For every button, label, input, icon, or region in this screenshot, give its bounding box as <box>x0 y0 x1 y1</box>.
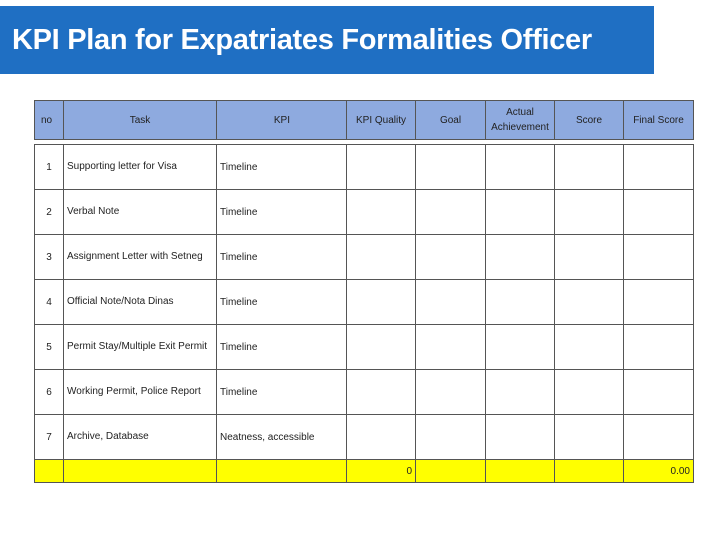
row-actual <box>486 325 555 370</box>
row-goal <box>416 415 486 460</box>
row-final-score <box>624 235 694 280</box>
row-task: Supporting letter for Visa <box>64 145 217 190</box>
row-goal <box>416 235 486 280</box>
row-actual <box>486 280 555 325</box>
row-kpi: Timeline <box>217 370 347 415</box>
row-task: Archive, Database <box>64 415 217 460</box>
row-no: 6 <box>35 370 64 415</box>
table-row <box>35 190 694 235</box>
row-task: Official Note/Nota Dinas <box>64 280 217 325</box>
header-kpi: KPI <box>217 101 347 140</box>
total-row <box>35 460 694 483</box>
table-row <box>35 325 694 370</box>
row-final-score <box>624 190 694 235</box>
row-actual <box>486 415 555 460</box>
row-score <box>555 325 624 370</box>
row-final-score <box>624 415 694 460</box>
row-no: 5 <box>35 325 64 370</box>
row-actual <box>486 370 555 415</box>
row-goal <box>416 145 486 190</box>
row-task: Assignment Letter with Setneg <box>64 235 217 280</box>
row-actual <box>486 190 555 235</box>
page-title: KPI Plan for Expatriates Formalities Officer <box>12 23 592 56</box>
header-kpi-quality: KPI Quality <box>347 101 416 140</box>
row-kpi-quality <box>347 370 416 415</box>
row-kpi: Timeline <box>217 235 347 280</box>
table-row <box>35 235 694 280</box>
header-actual-line1: Actual <box>506 107 534 118</box>
header-task: Task <box>64 101 217 140</box>
row-final-score <box>624 145 694 190</box>
row-kpi: Timeline <box>217 145 347 190</box>
row-kpi-quality <box>347 145 416 190</box>
row-score <box>555 145 624 190</box>
row-no: 1 <box>35 145 64 190</box>
total-final-score: 0.00 <box>624 460 694 483</box>
title-bar <box>0 6 654 74</box>
row-kpi-quality <box>347 235 416 280</box>
table-row <box>35 280 694 325</box>
row-final-score <box>624 280 694 325</box>
header-goal: Goal <box>416 101 486 140</box>
row-kpi: Timeline <box>217 190 347 235</box>
row-score <box>555 280 624 325</box>
header-final-score: Final Score <box>624 101 694 140</box>
row-kpi-quality <box>347 190 416 235</box>
header-no: no <box>35 101 64 140</box>
row-no: 2 <box>35 190 64 235</box>
row-no: 4 <box>35 280 64 325</box>
row-task: Verbal Note <box>64 190 217 235</box>
row-kpi-quality <box>347 280 416 325</box>
row-kpi-quality <box>347 325 416 370</box>
row-final-score <box>624 370 694 415</box>
row-kpi-quality <box>347 415 416 460</box>
row-kpi: Timeline <box>217 280 347 325</box>
row-goal <box>416 190 486 235</box>
row-goal <box>416 370 486 415</box>
row-goal <box>416 280 486 325</box>
table-row <box>35 370 694 415</box>
row-score <box>555 370 624 415</box>
total-kpi-quality: 0 <box>347 460 416 483</box>
table-row <box>35 145 694 190</box>
row-final-score <box>624 325 694 370</box>
header-score: Score <box>555 101 624 140</box>
row-score <box>555 235 624 280</box>
kpi-table <box>34 100 694 483</box>
row-no: 3 <box>35 235 64 280</box>
row-task: Permit Stay/Multiple Exit Permit <box>64 325 217 370</box>
row-kpi: Timeline <box>217 325 347 370</box>
row-kpi: Neatness, accessible <box>217 415 347 460</box>
header-actual-achievement <box>486 101 555 140</box>
row-actual <box>486 235 555 280</box>
row-no: 7 <box>35 415 64 460</box>
header-row <box>35 101 694 140</box>
header-actual-line2: Achievement <box>491 122 549 133</box>
row-score <box>555 415 624 460</box>
row-actual <box>486 145 555 190</box>
row-score <box>555 190 624 235</box>
row-task: Working Permit, Police Report <box>64 370 217 415</box>
row-goal <box>416 325 486 370</box>
table-row <box>35 415 694 460</box>
